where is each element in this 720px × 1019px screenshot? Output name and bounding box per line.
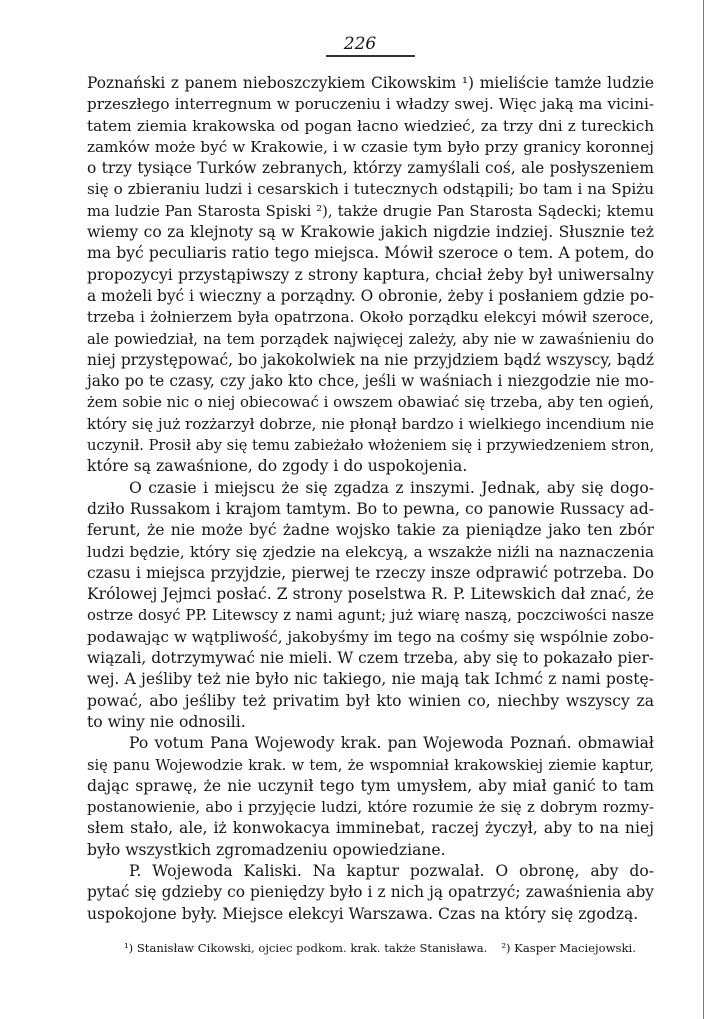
- text-line: ale powiedział, na tem porządek najwięcej zależy, aby nie w zawaśnieniu do: [87, 330, 654, 348]
- text-line: postanowienie, abo i przyjęcie ludzi, które rozumie że się z dobrym rozmy-: [87, 799, 654, 817]
- text-line: to winy nie odnosili.: [87, 712, 246, 731]
- text-line: propozycyi przystąpiwszy z strony kaptura, chciał żeby był uniwersalny: [87, 265, 654, 284]
- text-line: O czasie i miejscu że się zgadza z inszymi. Jednak, aby się dogo-: [129, 478, 654, 497]
- paragraph: [87, 733, 654, 861]
- footnotes: [124, 940, 684, 956]
- paragraph: [87, 73, 654, 478]
- text-line: się o zbieraniu ludzi i cesarskich i tutecznych odstąpili; bo tam i na Spiżu: [87, 180, 654, 199]
- text-line: tatem ziemia krakowska od pogan łacno wiedzieć, za trzy dni z tureckich: [87, 116, 654, 135]
- page-number-rule: [326, 55, 415, 57]
- footnote-2: ²) Kasper Maciejowski.: [501, 941, 636, 955]
- text-line: Poznański z panem nieboszczykiem Cikowskim ¹) mieliście tamże ludzie: [87, 74, 654, 92]
- paragraph: [87, 478, 654, 734]
- text-line: uczynił. Prosił aby się temu zabieżało włożeniem się i przywiedzeniem stron,: [87, 437, 655, 455]
- text-line: P. Wojewoda Kaliski. Na kaptur pozwalał. O obronę, aby do-: [129, 861, 654, 880]
- text-line: czasu i miejsca przyjdzie, pierwej te rzeczy insze odprawić potrzeba. Do: [87, 563, 654, 582]
- footnote-1: ¹) Stanisław Cikowski, ojciec podkom. krak. także Stanisława.: [124, 941, 488, 955]
- text-line: ma ludzie Pan Starosta Spiski ²), także drugie Pan Starosta Sądecki; ktemu: [87, 202, 654, 220]
- text-line: Po votum Pana Wojewody krak. pan Wojewoda Poznań. obmawiał: [129, 734, 654, 753]
- text-line: słem stało, ale, iż konwokacya imminebat, raczej życzył, aby to na niej: [87, 819, 654, 838]
- text-line: się panu Wojewodzie krak. w tem, że wspomniał krakowskiej ziemie kaptur,: [87, 756, 654, 774]
- page-edge-line: [703, 0, 704, 1019]
- text-line: ostrze dosyć PP. Litewscy z nami agunt; już wiarę naszą, poczciwości nasze: [87, 607, 654, 625]
- text-line: dziło Russakom i krajom tamtym. Bo to pewna, co panowie Russacy ad-: [87, 499, 654, 518]
- text-line: wiemy co za klejnoty są w Krakowie jakich nigdzie indziej. Słusznie też: [87, 223, 654, 242]
- text-line: wej. A jeśliby też nie było nic takiego, nie mają tak Ichmć z nami postę-: [87, 670, 654, 689]
- main-text: [87, 73, 654, 925]
- text-line: niej przystępować, bo jakokolwiek na nie przyjdziem bądź wszyscy, bądź: [87, 350, 654, 369]
- text-line: pytać się gdzieby co pieniędzy było i z nich ją opatrzyć; zawaśnienia aby: [87, 883, 654, 902]
- text-line: który się już rozżarzył dobrze, nie płonął bardzo i wielkiego incendium nie: [87, 414, 654, 433]
- text-line: Królowej Jejmci posłać. Z strony poselstwa R. P. Litewskich dał znać, że: [87, 585, 654, 604]
- text-line: było wszystkich zgromadzeniu opowiedziane.: [87, 840, 446, 859]
- text-line: ma być peculiaris ratio tego miejsca. Mówił szeroce o tem. A potem, do: [87, 244, 654, 263]
- text-line: o trzy tysiące Turków zebranych, którzy zamyślali coś, ale posłyszeniem: [87, 159, 654, 178]
- text-line: przeszłego interregnum w poruczeniu i władzy swej. Więc jaką ma vicini-: [87, 95, 654, 114]
- text-line: trzeba i żołnierzem była opatrzona. Około porządku elekcyi mówił szeroce,: [87, 309, 654, 327]
- text-line: żem sobie nic o niej obiecować i owszem obawiać się trzeba, aby ten ogień,: [87, 394, 654, 412]
- text-line: które są zawaśnione, do zgody i do uspokojenia.: [87, 457, 468, 476]
- paragraph: [87, 861, 654, 925]
- text-line: podawając w wątpliwość, jakobyśmy im tego na cośmy się wspólnie zobo-: [87, 627, 654, 646]
- text-line: jako po te czasy, czy jako kto chce, jeśli w waśniach i niezgodzie nie mo-: [87, 372, 654, 391]
- text-line: wiązali, dotrzymywać nie mieli. W czem trzeba, aby się to pokazało pier-: [87, 649, 654, 668]
- text-line: zamków może być w Krakowie, i w czasie tym było przy granicy koronnej: [87, 137, 654, 156]
- text-line: uspokojone były. Miejsce elekcyi Warszawa. Czas na który się zgodzą.: [87, 904, 639, 923]
- text-line: a możeli być i wieczny a porządny. O obronie, żeby i posłaniem gdzie po-: [87, 286, 654, 305]
- text-line: ferunt, że nie może być żadne wojsko takie za pieniądze jako ten zbór: [87, 521, 654, 540]
- text-line: ludzi będzie, który się zjedzie na elekcyą, a wszakże niźli na naznaczenia: [87, 542, 654, 561]
- page-number: 226: [343, 34, 377, 54]
- text-line: dając sprawę, że nie uczynił tego tym umysłem, aby miał ganić to tam: [87, 776, 654, 795]
- text-line: pować, abo jeśliby też privatim był kto winien co, niechby wszyscy za: [87, 691, 654, 710]
